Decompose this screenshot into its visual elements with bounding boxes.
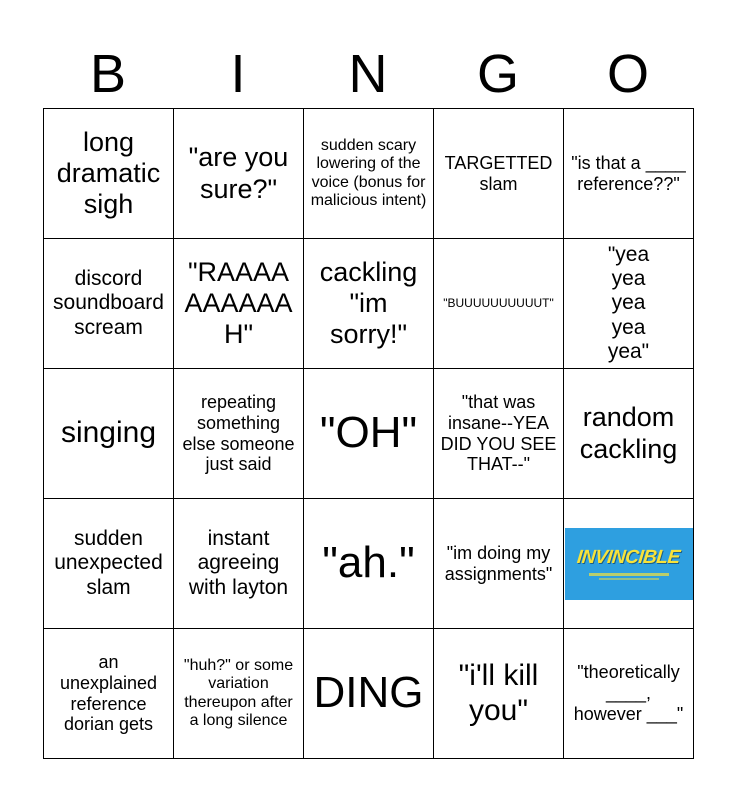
bingo-row [44, 239, 694, 369]
bingo-cell[interactable]: "OH" [304, 369, 434, 499]
poster-credits-line [589, 573, 669, 576]
bingo-cell[interactable]: singing [44, 369, 174, 499]
bingo-cell[interactable]: DING [304, 629, 434, 759]
header-letter-o: O [606, 44, 649, 104]
bingo-cell[interactable]: "i'll kill you" [434, 629, 564, 759]
bingo-cell[interactable]: "that was insane--YEA DID YOU SEE THAT--" [434, 369, 564, 499]
header-letter-n: N [348, 44, 388, 104]
header-letter-i: I [230, 44, 246, 104]
bingo-row [44, 369, 694, 499]
bingo-cell[interactable]: "ah." [304, 499, 434, 629]
bingo-cell[interactable]: sudden unexpected slam [44, 499, 174, 629]
bingo-cell[interactable]: an unexplained reference dorian gets [44, 629, 174, 759]
header-letter-b: B [89, 44, 127, 104]
bingo-cell[interactable]: "are you sure?" [174, 109, 304, 239]
bingo-cell[interactable]: "RAAAAAAAAAAH" [174, 239, 304, 369]
invincible-poster-image [565, 528, 693, 600]
bingo-row [44, 499, 694, 629]
header-letter-g: G [476, 44, 519, 104]
bingo-cell[interactable]: "is that a ____ reference??" [564, 109, 694, 239]
bingo-cell[interactable]: long dramatic sigh [44, 109, 174, 239]
bingo-cell[interactable]: discord soundboard scream [44, 239, 174, 369]
poster-credits-line [599, 578, 659, 580]
bingo-cell[interactable]: TARGETTED slam [434, 109, 564, 239]
bingo-cell[interactable]: "yea yea yea yea yea" [564, 239, 694, 369]
bingo-cell[interactable]: sudden scary lowering of the voice (bonus for malicious intent) [304, 109, 434, 239]
bingo-card [43, 108, 694, 759]
bingo-cell[interactable]: cackling "im sorry!" [304, 239, 434, 369]
bingo-cell[interactable]: repeating something else someone just said [174, 369, 304, 499]
bingo-cell[interactable]: "theoretically ____, however ___" [564, 629, 694, 759]
bingo-cell[interactable]: random cackling [564, 369, 694, 499]
bingo-cell[interactable]: "BUUUUUUUUUUT" [434, 239, 564, 369]
invincible-logo: INVINCIBLE [576, 547, 681, 569]
bingo-row [44, 109, 694, 239]
bingo-row [44, 629, 694, 759]
bingo-cell-image[interactable] [564, 499, 694, 629]
bingo-header [43, 38, 693, 110]
bingo-cell[interactable]: "im doing my assignments" [434, 499, 564, 629]
bingo-cell[interactable]: instant agreeing with layton [174, 499, 304, 629]
bingo-cell[interactable]: "huh?" or some variation thereupon after a long silence [174, 629, 304, 759]
